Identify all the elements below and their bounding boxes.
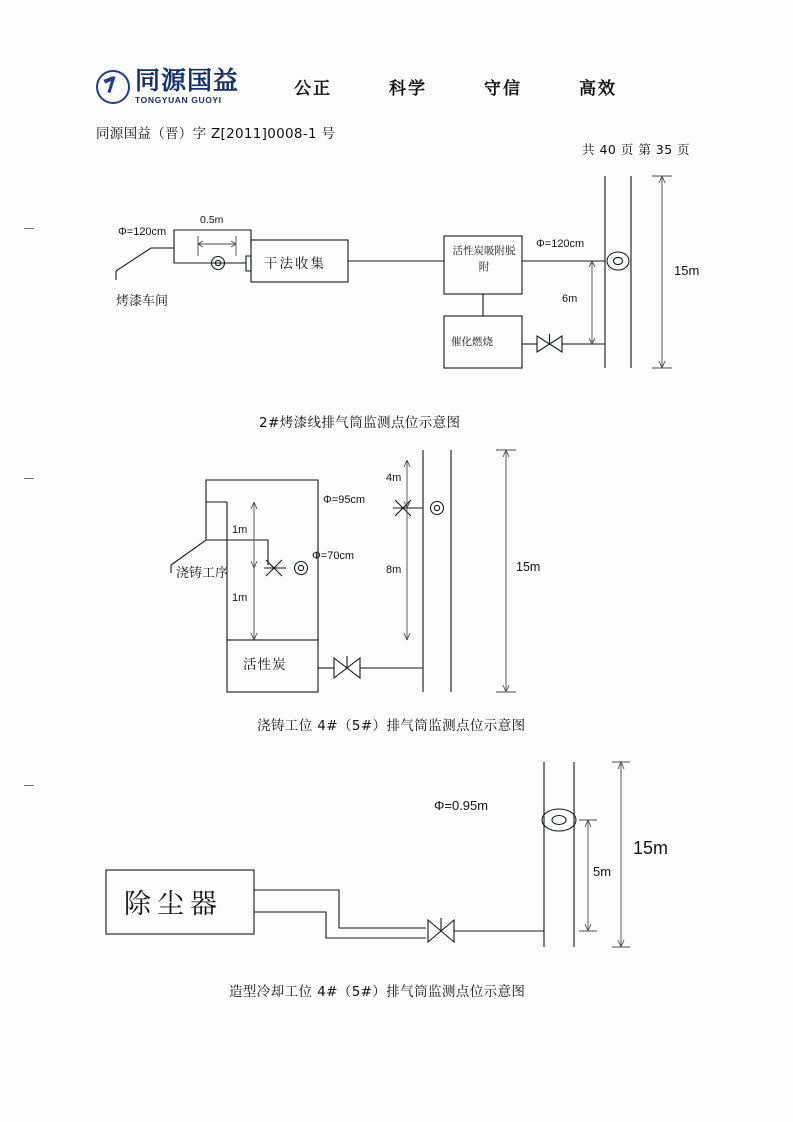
scan-edge-mark [24, 228, 34, 229]
report-number: 同源国益（晋）字 Z[2011]0008-1 号 [96, 126, 336, 142]
fig3-stack-height: 15m [633, 838, 669, 858]
scan-edge-mark [24, 785, 34, 786]
figure-3-svg [96, 742, 716, 962]
fig2-below-distance: 1m [232, 592, 248, 604]
figure-3-diagram [96, 742, 716, 962]
fig1-duct-diameter-in: Φ=120cm [118, 226, 167, 238]
page-number: 共 40 页 第 35 页 [582, 142, 691, 157]
fig3-source-label: 除尘器 [124, 889, 223, 920]
fig1-dry-collect-label: 干法收集 [264, 256, 326, 272]
fig2-bottom-distance: 8m [386, 564, 402, 576]
company-name-pinyin: TONGYUAN GUOYI [135, 95, 222, 105]
fig1-stack-diameter: Φ=120cm [536, 238, 585, 250]
document-header [96, 68, 716, 114]
slogan-2: 守信 [484, 79, 522, 99]
circle-monogram-icon [96, 70, 130, 104]
figure-2-caption: 浇铸工位 4#（5#）排气筒监测点位示意图 [257, 718, 526, 734]
fig2-stack-height: 15m [516, 560, 541, 574]
fig3-stack-diameter: Φ=0.95m [434, 798, 489, 813]
company-name: 同源国益 [135, 66, 240, 95]
fig3-sample-height: 5m [593, 864, 612, 879]
fig1-sample-height: 6m [562, 293, 578, 305]
slogan-1: 科学 [389, 79, 427, 99]
slogan-0: 公正 [294, 79, 332, 99]
fig2-top-distance: 4m [386, 472, 402, 484]
fig2-source-label: 浇铸工序 [176, 566, 229, 581]
company-logo [96, 68, 239, 105]
fig1-source-label: 烤漆车间 [116, 294, 169, 309]
fig2-above-distance: 1m [232, 524, 248, 536]
figure-1-svg [96, 168, 716, 388]
figure-1-caption: 2#烤漆线排气筒监测点位示意图 [259, 415, 461, 431]
fig2-stack-diameter: Φ=95cm [323, 494, 366, 506]
slogan-3: 高效 [579, 79, 617, 99]
fig2-carbon-box-label: 活性炭 [243, 657, 287, 673]
figure-2-diagram [96, 440, 716, 700]
fig2-duct-diameter: Φ=70cm [312, 550, 355, 562]
scan-edge-mark [24, 478, 34, 479]
fig1-stack-height: 15m [674, 263, 700, 278]
figure-3-caption: 造型冷却工位 4#（5#）排气筒监测点位示意图 [229, 984, 526, 1000]
figure-1-diagram [96, 168, 716, 388]
fig1-catalytic-label: 催化燃烧 [451, 336, 493, 348]
fig1-carbon-adsorb-label: 活性炭吸附脱附 [452, 245, 516, 273]
fig1-distance: 0.5m [200, 214, 224, 226]
